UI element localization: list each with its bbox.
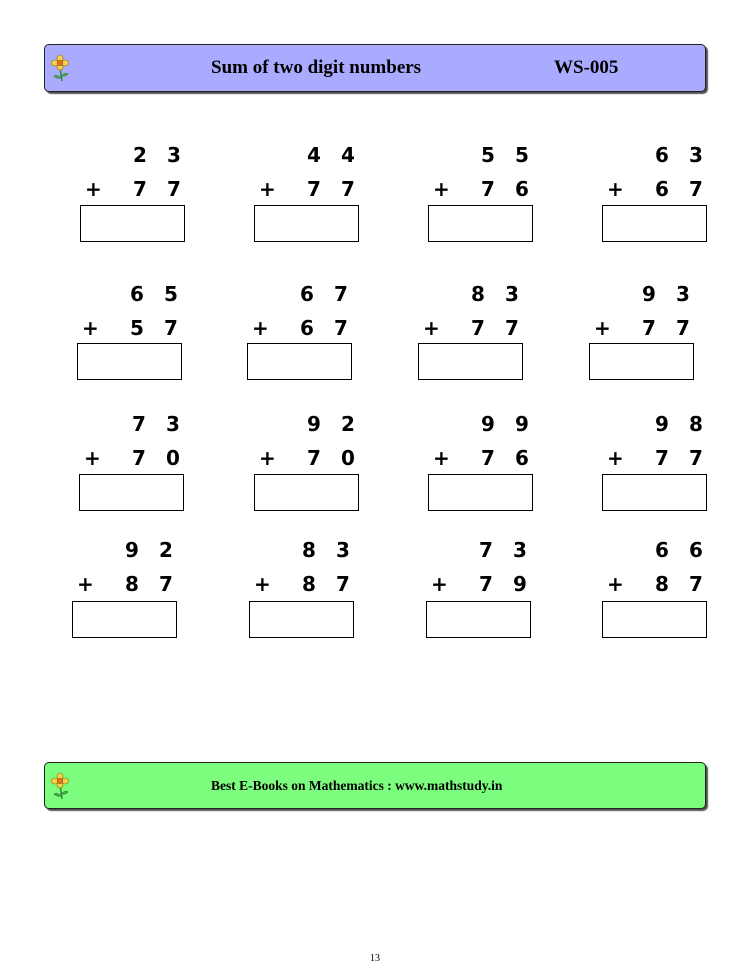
- addend-1-tens: 9: [481, 412, 495, 436]
- answer-box[interactable]: [589, 343, 694, 380]
- addend-1-ones: 5: [515, 143, 529, 167]
- addend-2-tens: 8: [302, 572, 316, 596]
- plus-sign: +: [423, 316, 440, 340]
- addend-2-ones: 7: [159, 572, 173, 596]
- flower-icon: [50, 54, 72, 82]
- answer-box[interactable]: [428, 474, 533, 511]
- addend-2-ones: 7: [689, 572, 703, 596]
- plus-sign: +: [84, 446, 101, 470]
- addend-2-tens: 6: [655, 177, 669, 201]
- plus-sign: +: [259, 177, 276, 201]
- addend-2-tens: 7: [307, 446, 321, 470]
- addend-1-tens: 9: [655, 412, 669, 436]
- addend-1-ones: 3: [513, 538, 527, 562]
- addend-1-tens: 6: [655, 143, 669, 167]
- addend-2-ones: 7: [167, 177, 181, 201]
- addend-1-ones: 3: [166, 412, 180, 436]
- addend-2-ones: 7: [164, 316, 178, 340]
- answer-box[interactable]: [254, 474, 359, 511]
- plus-sign: +: [607, 572, 624, 596]
- addend-2-tens: 7: [132, 446, 146, 470]
- answer-box[interactable]: [249, 601, 354, 638]
- addend-2-ones: 0: [341, 446, 355, 470]
- plus-sign: +: [77, 572, 94, 596]
- addend-1-tens: 9: [642, 282, 656, 306]
- answer-box[interactable]: [79, 474, 184, 511]
- addend-2-tens: 8: [125, 572, 139, 596]
- addend-2-ones: 7: [689, 446, 703, 470]
- answer-box[interactable]: [80, 205, 185, 242]
- addend-1-tens: 8: [471, 282, 485, 306]
- addend-2-tens: 7: [479, 572, 493, 596]
- addend-2-tens: 7: [471, 316, 485, 340]
- plus-sign: +: [607, 177, 624, 201]
- plus-sign: +: [252, 316, 269, 340]
- answer-box[interactable]: [254, 205, 359, 242]
- addend-1-tens: 7: [479, 538, 493, 562]
- answer-box[interactable]: [602, 474, 707, 511]
- addend-2-ones: 7: [341, 177, 355, 201]
- addend-1-ones: 6: [689, 538, 703, 562]
- addend-1-tens: 8: [302, 538, 316, 562]
- addend-2-ones: 7: [336, 572, 350, 596]
- addend-1-tens: 9: [307, 412, 321, 436]
- plus-sign: +: [259, 446, 276, 470]
- answer-box[interactable]: [428, 205, 533, 242]
- addend-1-ones: 8: [689, 412, 703, 436]
- plus-sign: +: [431, 572, 448, 596]
- addend-2-tens: 7: [642, 316, 656, 340]
- addend-2-tens: 7: [133, 177, 147, 201]
- worksheet-code: WS-005: [554, 57, 619, 78]
- answer-box[interactable]: [72, 601, 177, 638]
- answer-box[interactable]: [418, 343, 523, 380]
- addend-2-ones: 6: [515, 177, 529, 201]
- addend-2-ones: 9: [513, 572, 527, 596]
- addend-1-tens: 7: [132, 412, 146, 436]
- addend-1-tens: 5: [481, 143, 495, 167]
- answer-box[interactable]: [77, 343, 182, 380]
- addend-1-tens: 2: [133, 143, 147, 167]
- answer-box[interactable]: [602, 205, 707, 242]
- addend-2-ones: 7: [505, 316, 519, 340]
- plus-sign: +: [607, 446, 624, 470]
- addend-2-ones: 6: [515, 446, 529, 470]
- addend-1-ones: 2: [159, 538, 173, 562]
- answer-box[interactable]: [602, 601, 707, 638]
- addend-1-ones: 3: [505, 282, 519, 306]
- footer-banner: [44, 762, 706, 809]
- addend-2-tens: 7: [307, 177, 321, 201]
- worksheet-title: Sum of two digit numbers: [211, 57, 422, 78]
- addend-2-ones: 7: [334, 316, 348, 340]
- addend-2-ones: 7: [676, 316, 690, 340]
- flower-icon: [50, 772, 72, 800]
- addend-1-ones: 3: [689, 143, 703, 167]
- addend-1-ones: 5: [164, 282, 178, 306]
- plus-sign: +: [594, 316, 611, 340]
- answer-box[interactable]: [247, 343, 352, 380]
- addend-1-ones: 2: [341, 412, 355, 436]
- addend-2-tens: 6: [300, 316, 314, 340]
- header-banner: [44, 44, 706, 92]
- addend-2-tens: 5: [130, 316, 144, 340]
- addend-1-tens: 4: [307, 143, 321, 167]
- addend-1-ones: 7: [334, 282, 348, 306]
- addend-1-ones: 4: [341, 143, 355, 167]
- addend-1-tens: 9: [125, 538, 139, 562]
- addend-1-ones: 3: [676, 282, 690, 306]
- addend-1-ones: 3: [167, 143, 181, 167]
- plus-sign: +: [82, 316, 99, 340]
- addend-1-ones: 3: [336, 538, 350, 562]
- plus-sign: +: [433, 177, 450, 201]
- addend-1-tens: 6: [300, 282, 314, 306]
- addend-2-ones: 0: [166, 446, 180, 470]
- addend-2-tens: 8: [655, 572, 669, 596]
- addend-1-ones: 9: [515, 412, 529, 436]
- plus-sign: +: [254, 572, 271, 596]
- plus-sign: +: [85, 177, 102, 201]
- page-number: 13: [370, 953, 380, 964]
- plus-sign: +: [433, 446, 450, 470]
- addend-2-tens: 7: [481, 446, 495, 470]
- footer-text: Best E-Books on Mathematics : www.mathstudy.in: [211, 778, 503, 793]
- addend-1-tens: 6: [655, 538, 669, 562]
- addend-2-tens: 7: [655, 446, 669, 470]
- addend-2-ones: 7: [689, 177, 703, 201]
- addend-1-tens: 6: [130, 282, 144, 306]
- addend-2-tens: 7: [481, 177, 495, 201]
- answer-box[interactable]: [426, 601, 531, 638]
